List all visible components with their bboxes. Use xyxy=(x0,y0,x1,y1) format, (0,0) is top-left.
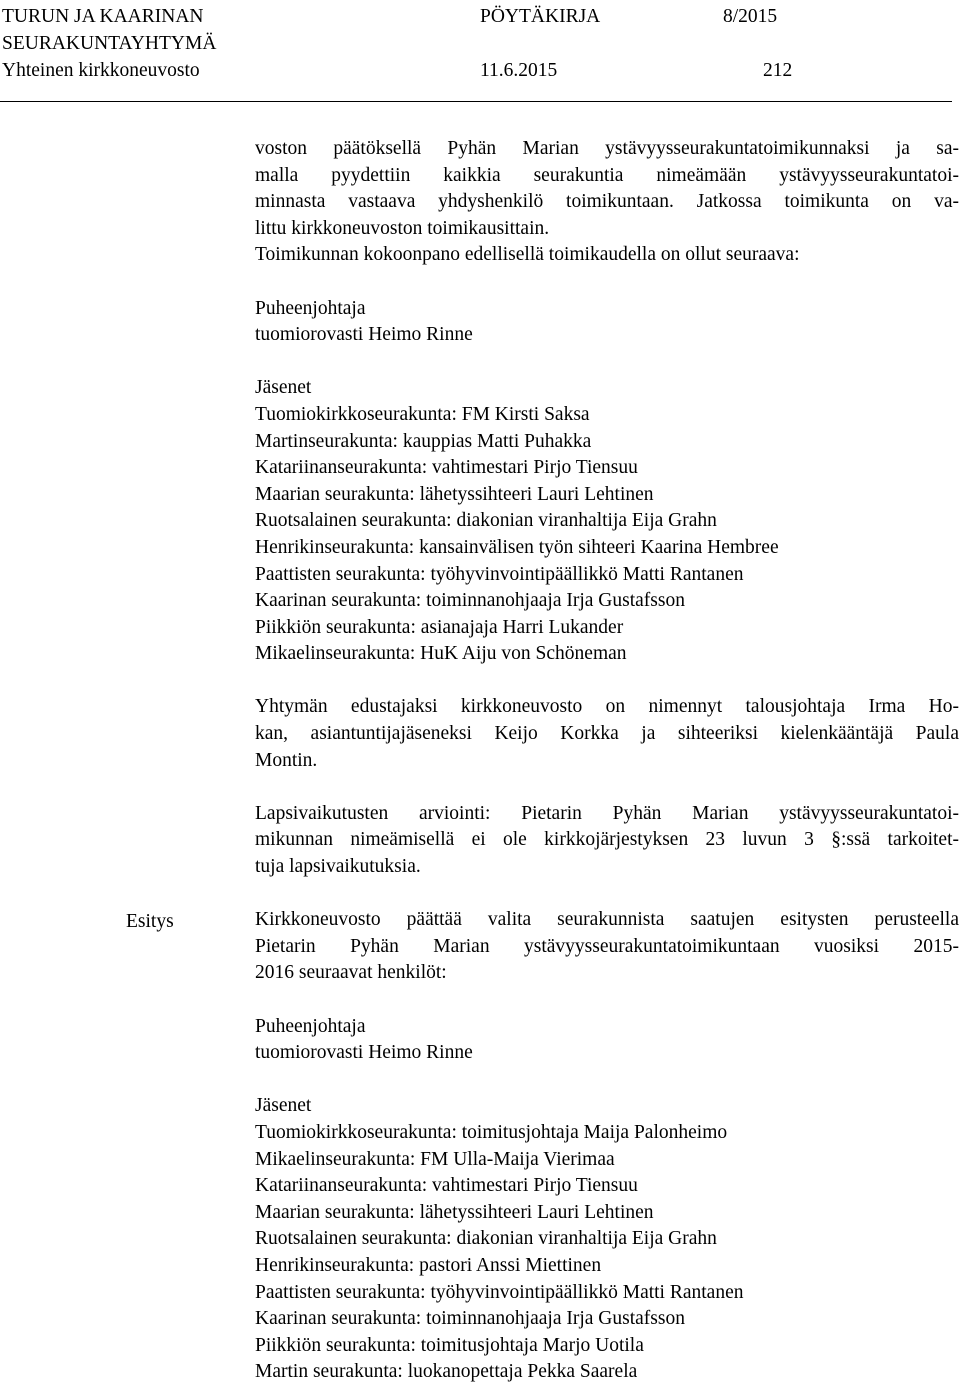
members-heading: Jäsenet xyxy=(255,377,312,399)
document-body xyxy=(255,136,959,1386)
proposal-line: 2016 seuraavat henkilöt: xyxy=(255,962,447,984)
intro-line: minnasta vastaava yhdyshenkilö toimikuntaan. Jatkossa toimikunta on va- xyxy=(255,191,959,213)
member-item: Henrikinseurakunta: pastori Anssi Miettinen xyxy=(255,1254,602,1276)
meeting-date: 11.6.2015 xyxy=(480,60,558,81)
member-item: Paattisten seurakunta: työhyvinvointipäällikkö Matti Rantanen xyxy=(255,1281,744,1303)
page-number: 212 xyxy=(763,60,793,81)
member-item: Piikkiön seurakunta: toimitusjohtaja Marjo Uotila xyxy=(255,1334,644,1356)
organization-name-line1: TURUN JA KAARINAN xyxy=(2,6,204,27)
member-item: Paattisten seurakunta: työhyvinvointipäällikkö Matti Rantanen xyxy=(255,563,744,585)
member-item: Kaarinan seurakunta: toiminnanohjaaja Irja Gustafsson xyxy=(255,1308,685,1330)
member-item: Maarian seurakunta: lähetyssihteeri Lauri Lehtinen xyxy=(255,483,654,505)
member-item: Tuomiokirkkoseurakunta: FM Kirsti Saksa xyxy=(255,403,590,425)
header-divider xyxy=(0,101,952,102)
child-impact-line: Lapsivaikutusten arviointi: Pietarin Pyhän Marian ystävyysseurakuntatoi- xyxy=(255,802,959,824)
organization-name-line2: SEURAKUNTAYHTYMÄ xyxy=(2,33,217,54)
member-item: Maarian seurakunta: lähetyssihteeri Lauri Lehtinen xyxy=(255,1201,654,1223)
member-item: Martin seurakunta: luokanopettaja Pekka Saarela xyxy=(255,1361,638,1383)
proposal-label: Esitys xyxy=(126,911,174,932)
representatives-line: Yhtymän edustajaksi kirkkoneuvosto on nimennyt talousjohtaja Irma Ho- xyxy=(255,696,959,718)
child-impact-line: mikunnan nimeämisellä ei ole kirkkojärjestyksen 23 luvun 3 §:ssä tarkoitet- xyxy=(255,829,959,851)
member-item: Martinseurakunta: kauppias Matti Puhakka xyxy=(255,430,592,452)
chair-heading: Puheenjohtaja xyxy=(255,297,366,319)
chair-heading: Puheenjohtaja xyxy=(255,1015,366,1037)
member-item: Mikaelinseurakunta: HuK Aiju von Schöneman xyxy=(255,643,627,665)
document-header xyxy=(0,0,960,110)
proposal-paragraph xyxy=(255,907,959,987)
member-item: Ruotsalainen seurakunta: diakonian viranhaltija Eija Grahn xyxy=(255,1228,717,1250)
intro-paragraph xyxy=(255,136,959,269)
document-type: PÖYTÄKIRJA xyxy=(480,6,601,27)
composition-intro: Toimikunnan kokoonpano edellisellä toimikaudella on ollut seuraava: xyxy=(255,244,800,266)
representatives-line: Montin. xyxy=(255,749,318,771)
members-heading: Jäsenet xyxy=(255,1095,312,1117)
representatives-paragraph xyxy=(255,694,959,774)
member-item: Kaarinan seurakunta: toiminnanohjaaja Irja Gustafsson xyxy=(255,590,685,612)
intro-line: malla pyydettiin kaikkia seurakuntia nimeämään ystävyysseurakuntatoi- xyxy=(255,164,959,186)
member-item: Katariinanseurakunta: vahtimestari Pirjo Tiensuu xyxy=(255,1175,638,1197)
document-number: 8/2015 xyxy=(723,6,778,27)
child-impact-paragraph xyxy=(255,801,959,881)
previous-composition xyxy=(255,296,959,668)
organization-body: Yhteinen kirkkoneuvosto xyxy=(2,60,200,81)
member-item: Henrikinseurakunta: kansainvälisen työn sihteeri Kaarina Hembree xyxy=(255,536,779,558)
member-item: Mikaelinseurakunta: FM Ulla-Maija Vierimaa xyxy=(255,1148,615,1170)
intro-line: voston päätöksellä Pyhän Marian ystävyysseurakuntatoimikunnaksi ja sa- xyxy=(255,138,959,159)
member-item: Katariinanseurakunta: vahtimestari Pirjo Tiensuu xyxy=(255,457,638,479)
member-item: Tuomiokirkkoseurakunta: toimitusjohtaja Maija Palonheimo xyxy=(255,1121,728,1143)
proposal-line: Pietarin Pyhän Marian ystävyysseurakuntatoimikuntaan vuosiksi 2015- xyxy=(255,935,959,957)
chair-name: tuomiorovasti Heimo Rinne xyxy=(255,1042,473,1064)
child-impact-line: tuja lapsivaikutuksia. xyxy=(255,856,421,878)
intro-line: littu kirkkoneuvoston toimikausittain. xyxy=(255,217,550,239)
member-item: Piikkiön seurakunta: asianajaja Harri Lukander xyxy=(255,616,624,638)
proposed-composition xyxy=(255,1014,959,1386)
member-item: Ruotsalainen seurakunta: diakonian viranhaltija Eija Grahn xyxy=(255,510,717,532)
proposal-line: Kirkkoneuvosto päättää valita seurakunnista saatujen esitysten perusteella xyxy=(255,909,959,931)
representatives-line: kan, asiantuntijajäseneksi Keijo Korkka ja sihteeriksi kielenkääntäjä Paula xyxy=(255,723,959,745)
chair-name: tuomiorovasti Heimo Rinne xyxy=(255,324,473,346)
